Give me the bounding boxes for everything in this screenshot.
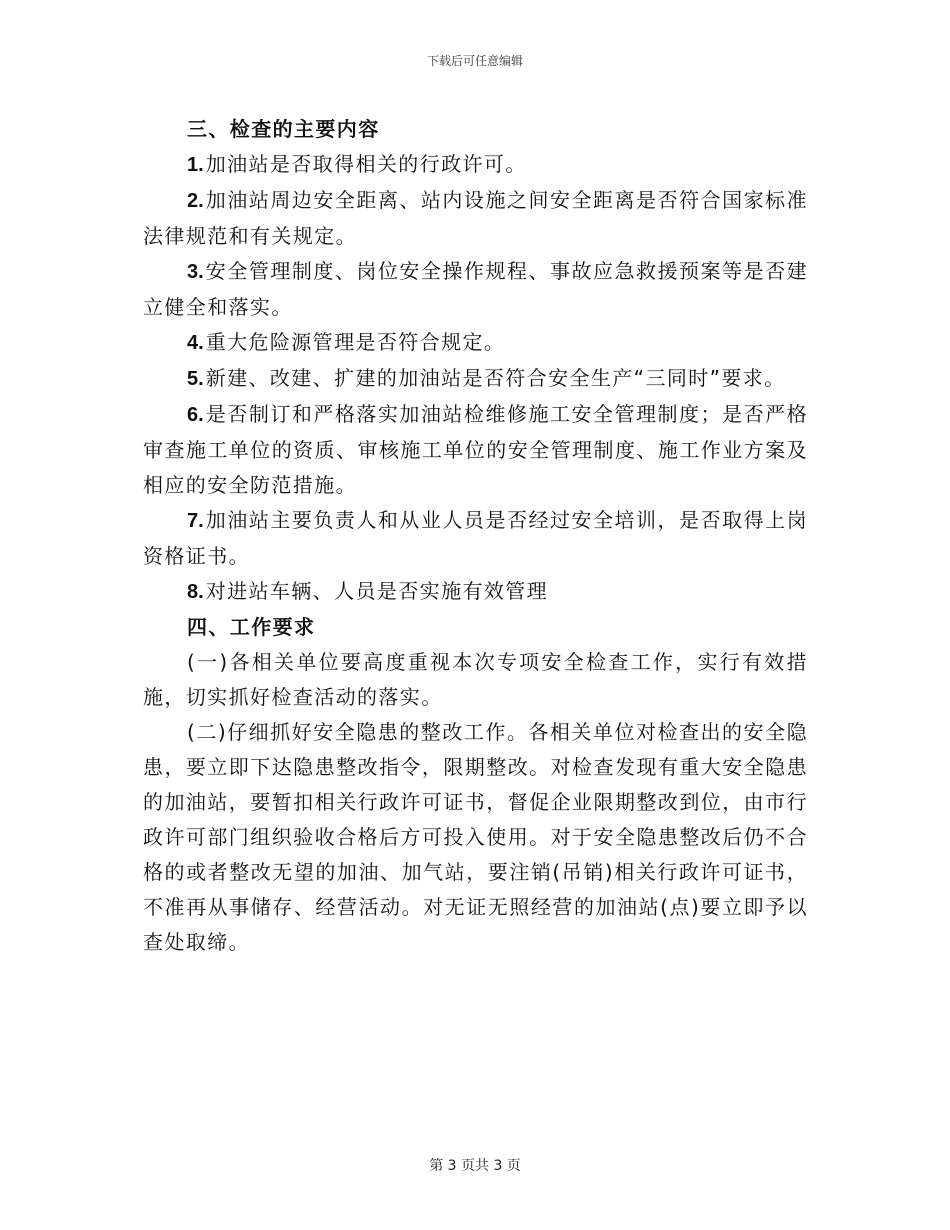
list-item	[143, 325, 808, 361]
section-heading-inspection-content: 三、检查的主要内容	[187, 117, 380, 141]
item-number: 8.	[187, 581, 204, 603]
requirement-paragraph: (一)各相关单位要高度重视本次专项安全检查工作，实行有效措施，切实抓好检查活动的落实。	[143, 650, 808, 709]
item-text: 重大危险源管理是否符合规定。	[205, 330, 506, 354]
list-item	[143, 503, 808, 574]
list-item	[143, 574, 808, 610]
item-number: 4.	[187, 332, 204, 354]
list-item	[143, 147, 808, 183]
item-text: 安全管理制度、岗位安全操作规程、事故应急救援预案等是否建立健全和落实。	[143, 259, 808, 319]
item-number: 5.	[187, 368, 204, 390]
document-body	[143, 112, 808, 960]
item-text: 加油站是否取得相关的行政许可。	[205, 152, 527, 176]
requirement-paragraph: (二)仔细抓好安全隐患的整改工作。各相关单位对检查出的安全隐患，要立即下达隐患整改指令，限期整改。对检查发现有重大安全隐患的加油站，要暂扣相关行政许可证书，督促企业限期整改到位，由市行政许可部门组织验收合格后方可投入使用。对于安全隐患整改后仍不合格的或者整改无望的加油、加气站，要注销(吊销)相关行政许可证书，不准再从事储存、经营活动。对无证无照经营的加油站(点)要立即予以查处取缔。	[143, 720, 808, 954]
list-item	[143, 183, 808, 254]
list-item	[143, 361, 808, 397]
item-number: 3.	[187, 261, 204, 283]
page-header-note: 下载后可任意编辑	[426, 54, 523, 68]
item-number: 2.	[187, 190, 204, 212]
list-item	[143, 254, 808, 325]
item-text: 加油站周边安全距离、站内设施之间安全距离是否符合国家标准法律规范和有关规定。	[143, 188, 808, 248]
list-item	[143, 397, 808, 503]
item-text: 对进站车辆、人员是否实施有效管理	[205, 579, 549, 603]
item-text: 是否制订和严格落实加油站检维修施工安全管理制度；是否严格审查施工单位的资质、审核施工单位的安全管理制度、施工作业方案及相应的安全防范措施。	[143, 402, 808, 497]
item-number: 7.	[187, 510, 204, 532]
page-footer: 第 3 页共 3 页	[429, 1158, 521, 1174]
item-number: 6.	[187, 404, 204, 426]
item-number: 1.	[187, 154, 204, 176]
item-text: 新建、改建、扩建的加油站是否符合安全生产“三同时”要求。	[205, 366, 786, 390]
item-text: 加油站主要负责人和从业人员是否经过安全培训，是否取得上岗资格证书。	[143, 508, 808, 568]
section-heading-work-requirements: 四、工作要求	[187, 615, 316, 639]
